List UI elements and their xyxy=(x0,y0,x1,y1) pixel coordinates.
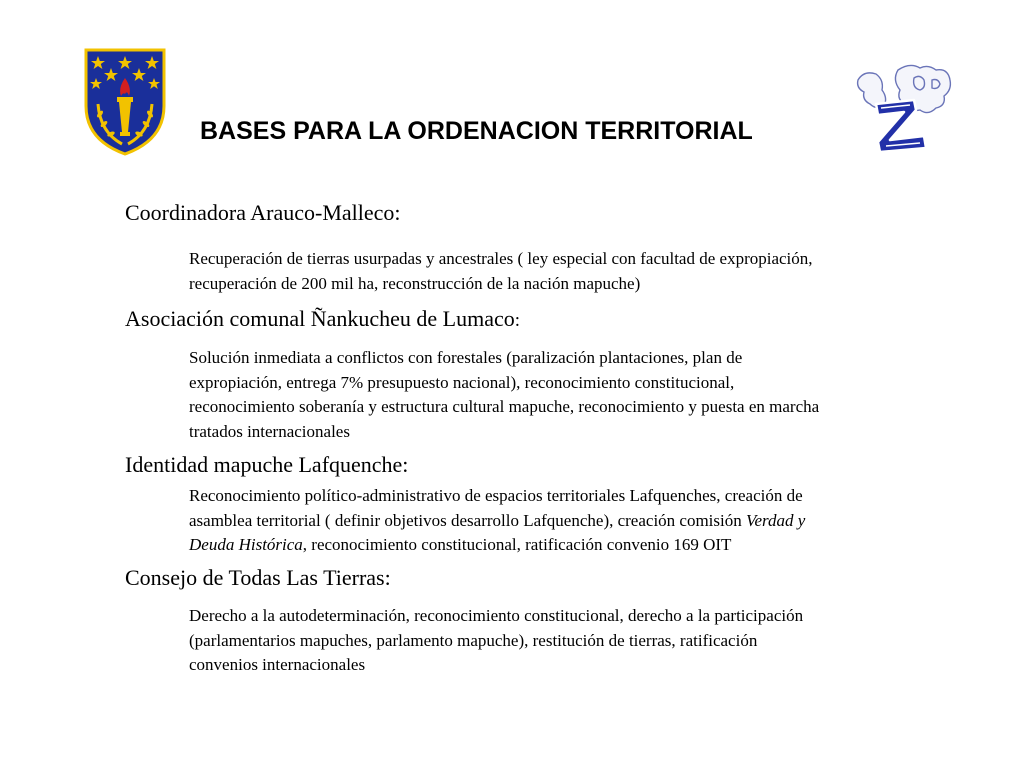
body-text: , reconocimiento constitucional, ratificación convenio 169 OIT xyxy=(302,535,732,554)
body-line: recuperación de 200 mil ha, reconstrucción de la nación mapuche) xyxy=(189,273,641,293)
body-line: convenios internacionales xyxy=(189,655,366,674)
body-line: Derecho a la autodeterminación, reconocimiento constitucional, derecho a la participación xyxy=(189,606,804,625)
section-body-arauco-malleco xyxy=(189,247,949,296)
map-z-logo xyxy=(854,60,954,156)
slide-title: BASES PARA LA ORDENACION TERRITORIAL xyxy=(200,117,753,145)
section-heading-arauco-malleco: Coordinadora Arauco-Malleco: xyxy=(125,200,401,225)
section-heading-consejo: Consejo de Todas Las Tierras: xyxy=(125,565,391,590)
body-line: Reconocimiento político-administrativo de espacios territoriales Lafquenches, creación de xyxy=(189,486,803,505)
body-line: reconocimiento soberanía y estructura cultural mapuche, reconocimiento y puesta en marcha xyxy=(189,397,820,416)
body-line: (parlamentarios mapuches, parlamento mapuche), restitución de tierras, ratificación xyxy=(189,630,758,650)
heading-colon: : xyxy=(514,310,521,331)
body-line: Solución inmediata a conflictos con forestales (paralización plantaciones, plan de xyxy=(189,348,743,367)
heading-text: Asociación comunal Ñankucheu de Lumaco xyxy=(125,306,515,331)
body-line xyxy=(189,533,949,558)
body-line xyxy=(189,509,949,534)
body-line: expropiación, entrega 7% presupuesto nacional), reconocimiento constitucional, xyxy=(189,372,735,392)
body-text: asamblea territorial ( definir objetivos desarrollo Lafquenche), creación comisión xyxy=(189,510,746,530)
section-body-nankucheu xyxy=(189,346,949,444)
body-line: Recuperación de tierras usurpadas y ancestrales ( ley especial con facultad de expropiación, xyxy=(189,249,813,268)
university-shield-logo xyxy=(84,48,166,156)
section-heading-lafquenche: Identidad mapuche Lafquenche: xyxy=(125,452,409,477)
section-body-lafquenche xyxy=(189,484,949,558)
section-body-consejo xyxy=(189,604,949,678)
italic-text: Deuda Histórica xyxy=(189,535,303,554)
italic-text: Verdad y xyxy=(746,510,806,530)
section-heading-nankucheu xyxy=(125,306,520,332)
body-line: tratados internacionales xyxy=(189,421,350,441)
